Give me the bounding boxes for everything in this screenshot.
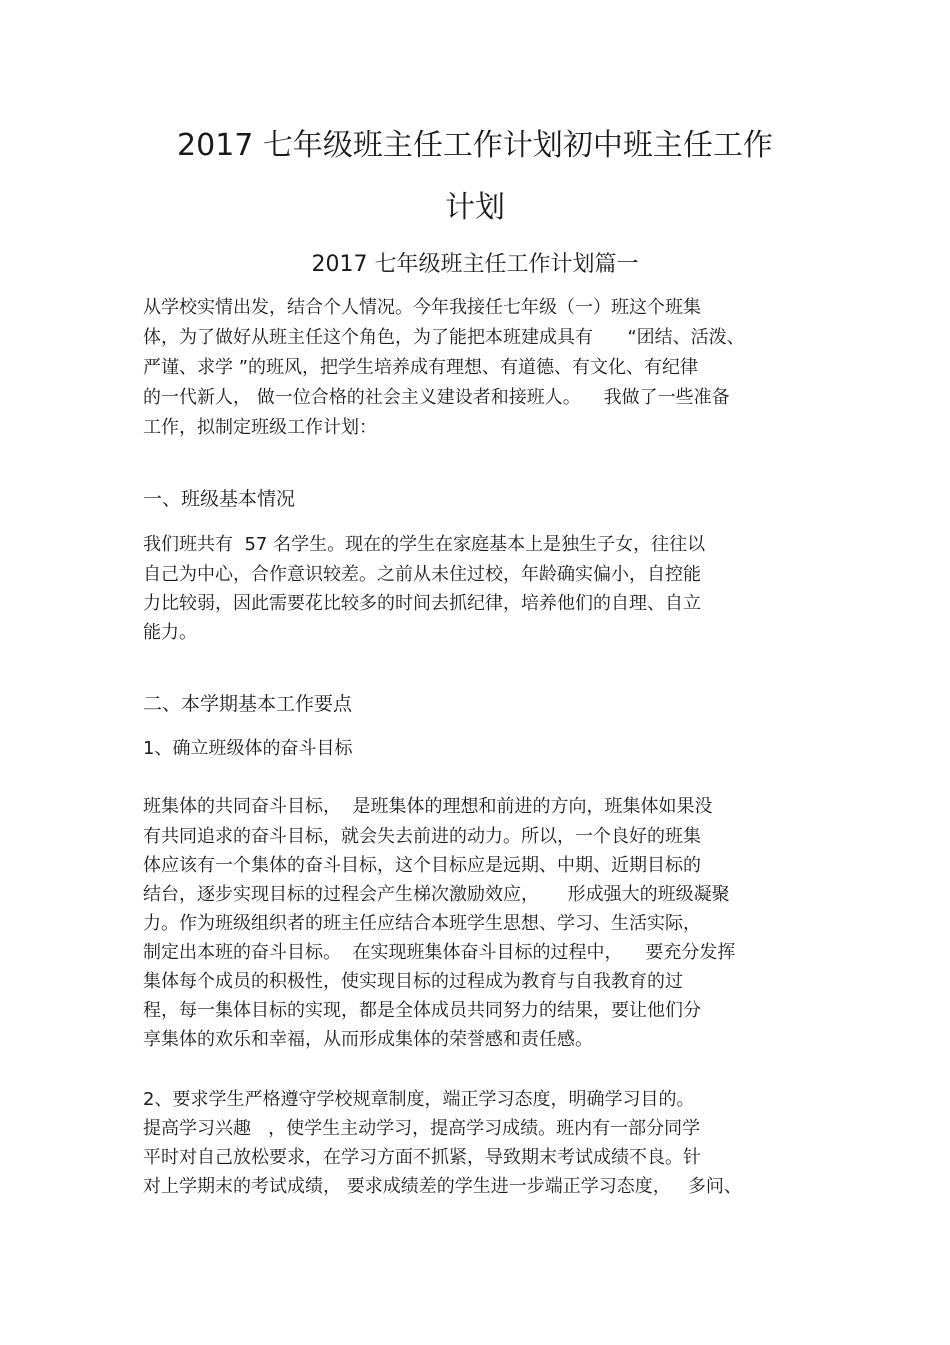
paragraph-line: 体应该有一个集体的奋斗目标，这个目标应是远期、中期、近期目标的 xyxy=(143,855,701,876)
paragraph-line: 我们班共有 57 名学生。现在的学生在家庭基本上是独生子女，往往以 xyxy=(143,534,706,555)
paragraph-line: 工作，拟制定班级工作计划： xyxy=(143,417,377,438)
paragraph-line: 享集体的欢乐和幸福，从而形成集体的荣誉感和责任感。 xyxy=(143,1029,593,1050)
paragraph-line: 程，每一集体目标的实现，都是全体成员共同努力的结果，要让他们分 xyxy=(143,1000,701,1021)
section-heading-work-points: 二、本学期基本工作要点 xyxy=(143,693,353,715)
paragraph-line: 2、要求学生严格遵守学校规章制度，端正学习态度，明确学习目的。 xyxy=(143,1089,695,1110)
paragraph-line: 体，为了做好从班主任这个角色，为了能把本班建成具有 “团结、活泼、 xyxy=(143,327,745,348)
paragraph-line: 的一代新人， 做一位合格的社会主义建设者和接班人。 我做了一些准备 xyxy=(143,387,730,408)
paragraph-line: 力。作为班级组织者的班主任应结合本班学生思想、学习、生活实际， xyxy=(143,913,701,934)
paragraph-line: 提高学习兴趣 ，使学生主动学习，提高学习成绩。班内有一部分同学 xyxy=(143,1118,701,1139)
paragraph-line: 自己为中心，合作意识较差。之前从未住过校，年龄确实偏小，自控能 xyxy=(143,564,701,585)
paragraph-line: 从学校实情出发，结合个人情况。今年我接任七年级（一）班这个班集 xyxy=(143,297,701,318)
paragraph-line: 平时对自己放松要求，在学习方面不抓紧，导致期末考试成绩不良。针 xyxy=(143,1147,701,1168)
paragraph-line: 力比较弱，因此需要花比较多的时间去抓纪律，培养他们的自理、自立 xyxy=(143,593,701,614)
paragraph-line: 对上学期末的考试成绩， 要求成绩差的学生进一步端正学习态度， 多问、 xyxy=(143,1176,742,1197)
paragraph-line: 制定出本班的奋斗目标。 在实现班集体奋斗目标的过程中， 要充分发挥 xyxy=(143,942,736,963)
paragraph-line: 集体每个成员的积极性，使实现目标的过程成为教育与自我教育的过 xyxy=(143,971,683,992)
paragraph-line: 严谨、求学 ”的班风，把学生培养成有理想、有道德、有文化、有纪律 xyxy=(143,357,699,378)
document-title-line-1: 2017 七年级班主任工作计划初中班主任工作 xyxy=(177,128,773,163)
document-subtitle: 2017 七年级班主任工作计划篇一 xyxy=(311,252,639,277)
subsection-heading-goal: 1、确立班级体的奋斗目标 xyxy=(143,738,353,759)
document-title-line-2: 计划 xyxy=(445,190,505,225)
paragraph-line: 结台，逐步实现目标的过程会产生梯次激励效应， 形成强大的班级凝聚 xyxy=(143,884,730,905)
paragraph-line: 有共同追求的奋斗目标，就会失去前进的动力。所以，一个良好的班集 xyxy=(143,826,701,847)
section-heading-class-info: 一、班级基本情况 xyxy=(143,488,296,510)
paragraph-line: 班集体的共同奋斗目标， 是班集体的理想和前进的方向，班集体如果没 xyxy=(143,796,713,817)
paragraph-line: 能力。 xyxy=(143,622,197,643)
